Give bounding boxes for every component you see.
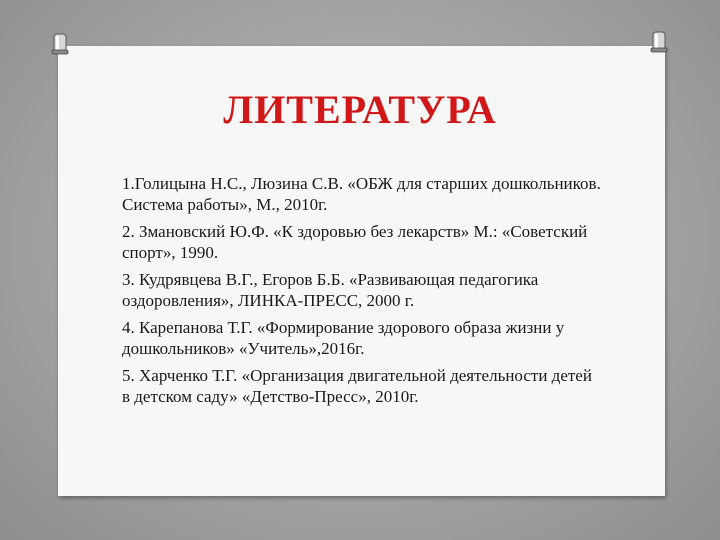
reference-item: 3. Кудрявцева В.Г., Егоров Б.Б. «Развивающая педагогика оздоровления», ЛИНКА-ПРЕСС, 2000 г. (122, 270, 539, 310)
reference-item: 2. Змановский Ю.Ф. «К здоровью без лекарств» М.: «Советский спорт», 1990. (122, 222, 588, 262)
reference-item: 1.Голицына Н.С., Люзина С.В. «ОБЖ для старших дошкольников. Система работы», М., 2010г. (122, 174, 601, 214)
pushpin-icon (50, 32, 70, 56)
slide-title: ЛИТЕРАТУРА (223, 87, 497, 132)
reference-list (122, 173, 602, 413)
reference-item: 5. Харченко Т.Г. «Организация двигательной деятельности детей в детском саду» «Детство-Пресс», 2010г. (122, 366, 592, 406)
pushpin-icon (649, 30, 669, 54)
reference-item: 4. Карепанова Т.Г. «Формирование здорового образа жизни у дошкольников» «Учитель»,2016г. (122, 318, 565, 358)
